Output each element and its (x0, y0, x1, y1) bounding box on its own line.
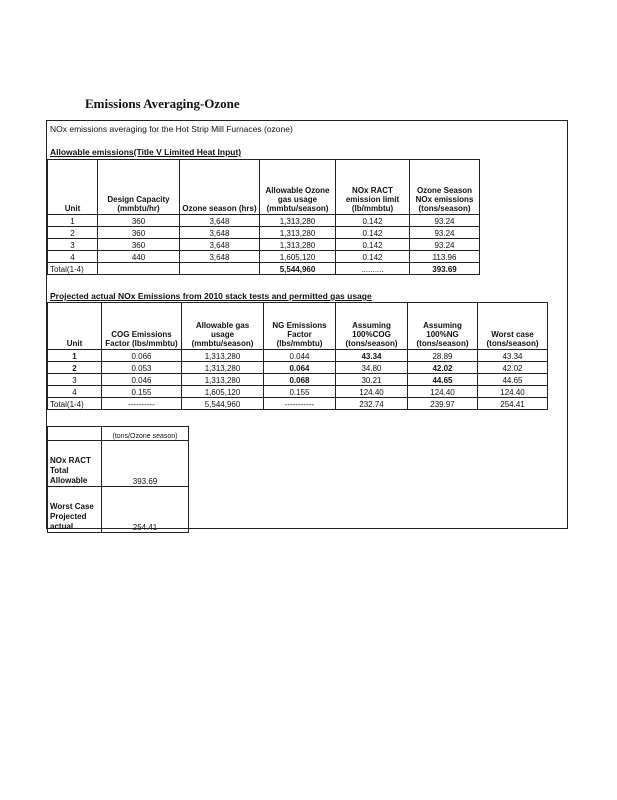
table-cell: 42.02 (478, 362, 548, 374)
total-row (48, 398, 548, 410)
table-cell: 124.40 (478, 386, 548, 398)
table-row (48, 350, 548, 362)
table-row (48, 215, 480, 227)
table-cell: 34.80 (336, 362, 408, 374)
header-cell: Unit (48, 160, 98, 215)
table-cell: 1,313,280 (260, 239, 336, 251)
table-cell: 1,605,120 (182, 386, 264, 398)
table-cell: 0.068 (264, 374, 336, 386)
table-cell: ---------- (102, 398, 182, 410)
projected-heading: Projected actual NOx Emissions from 2010 stack tests and permitted gas usage (50, 291, 372, 301)
header-cell: Worst case (tons/season) (478, 303, 548, 350)
table-cell: 393.69 (410, 263, 480, 275)
table-cell: 5,544,960 (182, 398, 264, 410)
table-row (48, 251, 480, 263)
table-cell: 124.40 (408, 386, 478, 398)
header-cell: Design Capacity (mmbtu/hr) (98, 160, 180, 215)
projected-emissions-table (47, 302, 548, 410)
header-cell: Allowable gas usage (mmbtu/season) (182, 303, 264, 350)
table-cell: 0.044 (264, 350, 336, 362)
table-cell: 30.21 (336, 374, 408, 386)
table-cell: Worst Case Projected actual (48, 487, 102, 533)
table-cell: 43.34 (336, 350, 408, 362)
table-cell: 1 (48, 215, 98, 227)
table-cell: 0.142 (336, 215, 410, 227)
table-cell: 0.064 (264, 362, 336, 374)
table-cell: 44.65 (478, 374, 548, 386)
table-cell: 360 (98, 239, 180, 251)
table-cell: 1,313,280 (182, 350, 264, 362)
table-cell: 113.96 (410, 251, 480, 263)
table-cell: 1 (48, 350, 102, 362)
table-row (48, 487, 189, 533)
header-cell: NOx RACT emission limit (lb/mmbtu) (336, 160, 410, 215)
table-cell: 360 (98, 215, 180, 227)
table-row (48, 441, 189, 487)
table-cell: 2 (48, 227, 98, 239)
table-cell: 28.89 (408, 350, 478, 362)
table-cell: 239.97 (408, 398, 478, 410)
table-row (48, 362, 548, 374)
table-cell: 124.40 (336, 386, 408, 398)
header-cell: Unit (48, 303, 102, 350)
table-row (48, 386, 548, 398)
table-cell: NOx RACT Total Allowable (48, 441, 102, 487)
table-row (48, 227, 480, 239)
table-cell (180, 263, 260, 275)
table-cell: Total(1-4) (48, 398, 102, 410)
allowable-emissions-table (47, 159, 480, 275)
table-cell: .......... (336, 263, 410, 275)
table-cell: 440 (98, 251, 180, 263)
table-cell: 5,544,960 (260, 263, 336, 275)
table-cell: 2 (48, 362, 102, 374)
table-cell: 1,313,280 (182, 374, 264, 386)
table-cell: 3,648 (180, 227, 260, 239)
table-cell: 254.41 (102, 487, 189, 533)
table-cell: 254.41 (478, 398, 548, 410)
header-cell: (tons/Ozone season) (102, 427, 189, 441)
table-cell: 0.142 (336, 239, 410, 251)
intro-text: NOx emissions averaging for the Hot Strip Mill Furnaces (ozone) (50, 124, 293, 134)
header-cell: NG Emissions Factor (lbs/mmbtu) (264, 303, 336, 350)
table-cell: 43.34 (478, 350, 548, 362)
header-cell: COG Emissions Factor (lbs/mmbtu) (102, 303, 182, 350)
table-cell: 360 (98, 227, 180, 239)
table-cell: 4 (48, 251, 98, 263)
table-cell: 1,313,280 (260, 227, 336, 239)
header-cell: Ozone Season NOx emissions (tons/season) (410, 160, 480, 215)
header-cell: Ozone season (hrs) (180, 160, 260, 215)
table-cell: 93.24 (410, 227, 480, 239)
summary-table (47, 426, 189, 533)
table-cell: 4 (48, 386, 102, 398)
table-cell: 0.142 (336, 251, 410, 263)
header-cell: Allowable Ozone gas usage (mmbtu/season) (260, 160, 336, 215)
table-header-row (48, 427, 189, 441)
table-cell: 1,313,280 (182, 362, 264, 374)
table-cell: 3 (48, 239, 98, 251)
table-cell: 44.65 (408, 374, 478, 386)
table-cell: 232.74 (336, 398, 408, 410)
table-header-row (48, 160, 480, 215)
table-cell: ----------- (264, 398, 336, 410)
table-cell: 0.155 (102, 386, 182, 398)
table-cell: 3,648 (180, 251, 260, 263)
header-cell: Assuming 100%NG (tons/season) (408, 303, 478, 350)
table-row (48, 374, 548, 386)
table-cell: 3,648 (180, 215, 260, 227)
table-cell: 1,313,280 (260, 215, 336, 227)
table-cell: 1,605,120 (260, 251, 336, 263)
table-cell: 3 (48, 374, 102, 386)
table-cell: 93.24 (410, 215, 480, 227)
table-cell: 0.155 (264, 386, 336, 398)
header-cell: Assuming 100%COG (tons/season) (336, 303, 408, 350)
table-cell: 0.066 (102, 350, 182, 362)
table-header-row (48, 303, 548, 350)
table-cell: 0.053 (102, 362, 182, 374)
table-cell: 93.24 (410, 239, 480, 251)
total-row (48, 263, 480, 275)
table-cell: 42.02 (408, 362, 478, 374)
table-cell: 3,648 (180, 239, 260, 251)
page-title: Emissions Averaging-Ozone (85, 96, 240, 111)
allowable-heading: Allowable emissions(Title V Limited Heat Input) (50, 147, 242, 157)
table-cell: 393.69 (102, 441, 189, 487)
table-cell (98, 263, 180, 275)
table-row (48, 239, 480, 251)
table-cell: 0.142 (336, 227, 410, 239)
table-cell: 0.046 (102, 374, 182, 386)
table-cell: Total(1-4) (48, 263, 98, 275)
header-cell (48, 427, 102, 441)
